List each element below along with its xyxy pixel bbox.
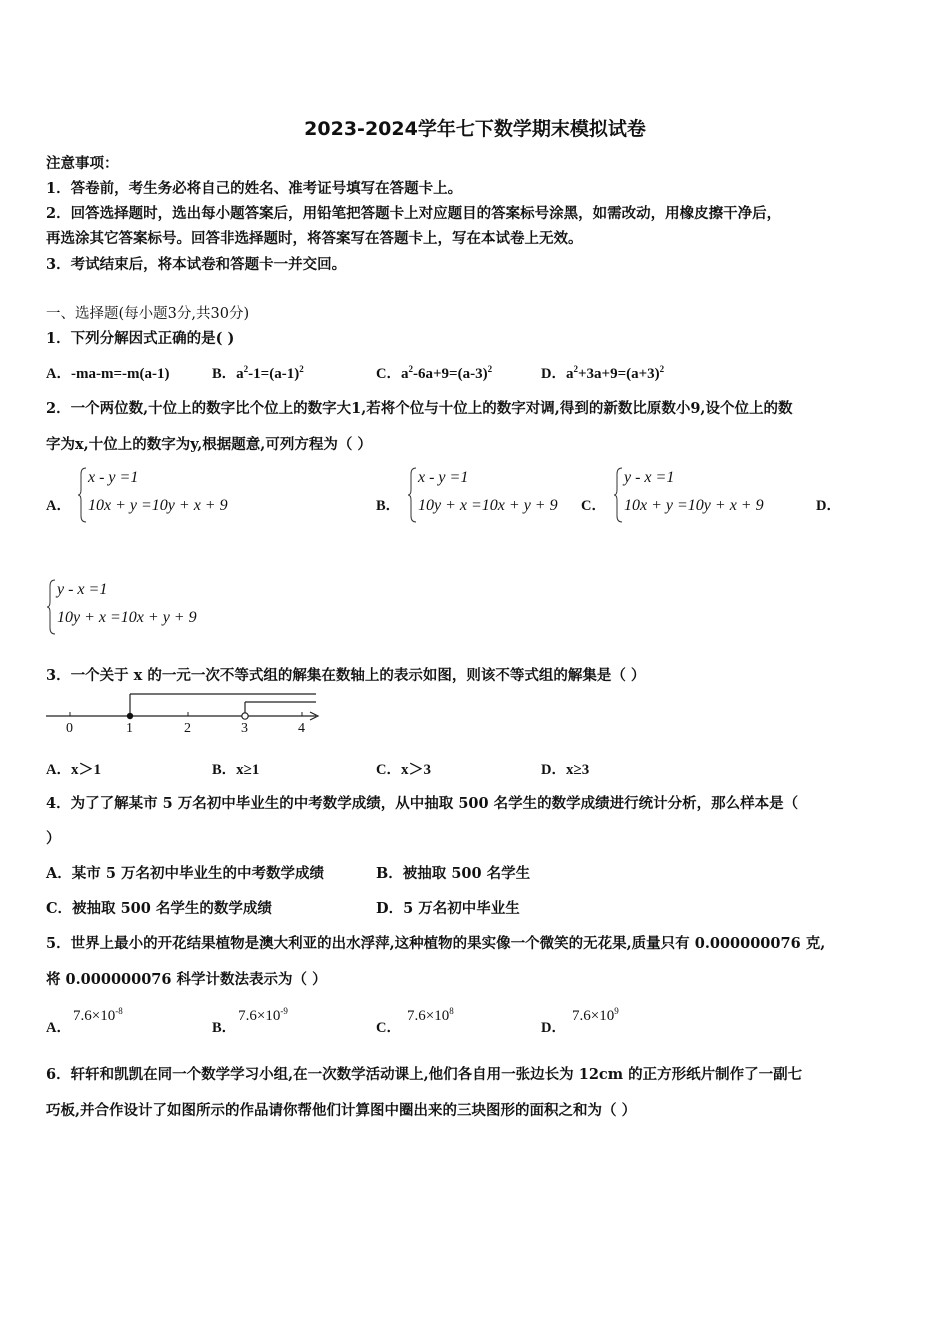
- notice-item: 2．回答选择题时，选出每小题答案后，用铅笔把答题卡上对应题目的答案标号涂黑，如需改动，用橡皮擦干净后，: [46, 205, 782, 222]
- question-3-stem: 3．一个关于 x 的一元一次不等式组的解集在数轴上的表示如图，则该不等式组的解集是（ ）: [46, 667, 646, 684]
- q4-option-a[interactable]: A．某市 5 万名初中毕业生的中考数学成绩: [46, 865, 324, 882]
- q1-option-d[interactable]: D．$a^2+3a+9=(a+3)^2$: [541, 364, 665, 382]
- question-1-stem: 1．下列分解因式正确的是( ): [46, 330, 235, 347]
- question-2-stem-cont: 字为x,十位上的数字为y,根据题意,可列方程为（ ）: [46, 436, 372, 453]
- page-title: 2023-2024学年七下数学期末模拟试卷: [304, 118, 646, 140]
- section-heading: 一、选择题(每小题3分,共30分): [46, 306, 250, 322]
- brace-icon: [47, 578, 57, 636]
- tick-label: 3: [241, 721, 248, 736]
- q2-option-a-label[interactable]: A．: [46, 498, 71, 514]
- tick-label: 1: [126, 721, 133, 736]
- question-6-stem-cont: 巧板,并合作设计了如图所示的作品请你帮他们计算图中圈出来的三块图形的面积之和为（ ）: [46, 1102, 637, 1119]
- q3-option-c[interactable]: C．x＞3: [376, 762, 431, 778]
- q5-option-b[interactable]: B．$7.6\times 10^{-9}$: [212, 1006, 288, 1036]
- notice-item: 3．考试结束后，将本试卷和答题卡一并交回。: [46, 256, 347, 273]
- notice-item: 1．答卷前，考生务必将自己的姓名、准考证号填写在答题卡上。: [46, 180, 463, 197]
- q3-option-b[interactable]: B．x≥1: [212, 762, 260, 778]
- q3-option-d[interactable]: D．x≥3: [541, 762, 590, 778]
- q2-option-b-label[interactable]: B．: [376, 498, 401, 514]
- question-5-stem-cont: 将 0.000000076 科学计数法表示为（ ）: [46, 971, 327, 988]
- q4-option-b[interactable]: B．被抽取 500 名学生: [376, 865, 531, 882]
- q4-option-d[interactable]: D．5 万名初中毕业生: [376, 900, 520, 917]
- q2-option-d-label[interactable]: D．: [816, 498, 841, 514]
- tick-label: 2: [184, 721, 191, 736]
- tick-label: 0: [66, 721, 73, 736]
- q5-option-a[interactable]: A．$7.6\times 10^{-8}$: [46, 1006, 123, 1036]
- question-4-stem: 4．为了了解某市 5 万名初中毕业生的中考数学成绩，从中抽取 500 名学生的数学成绩进行统计分析，那么样本是（: [46, 795, 799, 812]
- q5-option-d[interactable]: D．$7.6\times 10^9$: [541, 1006, 619, 1036]
- q1-option-a[interactable]: A．-ma-m=-m(a-1): [46, 366, 170, 382]
- notice-item: 再选涂其它答案标号。回答非选择题时，将答案写在答题卡上，写在本试卷上无效。: [46, 230, 583, 247]
- brace-icon: [408, 466, 418, 524]
- q3-option-a[interactable]: A．x＞1: [46, 762, 101, 778]
- q1-option-b[interactable]: B．$a^2-1=(a-1)^2$: [212, 364, 304, 382]
- q4-option-c[interactable]: C．被抽取 500 名学生的数学成绩: [46, 900, 272, 917]
- number-line-figure: [44, 692, 334, 744]
- brace-icon: [78, 466, 88, 524]
- question-5-stem: 5．世界上最小的开花结果植物是澳大利亚的出水浮萍,这种植物的果实像一个微笑的无花果,质量只有 0.000000076 克,: [46, 935, 826, 952]
- brace-icon: [614, 466, 624, 524]
- q1-option-c[interactable]: C．$a^2-6a+9=(a-3)^2$: [376, 364, 493, 382]
- q5-option-c[interactable]: C．$7.6\times 10^8$: [376, 1006, 454, 1036]
- question-6-stem: 6．轩轩和凯凯在同一个数学学习小组,在一次数学活动课上,他们各自用一张边长为 12cm 的正方形纸片制作了一副七: [46, 1066, 803, 1083]
- notice-heading: 注意事项：: [46, 155, 119, 172]
- question-4-stem-cont: ）: [46, 830, 61, 847]
- question-2-stem: 2．一个两位数,十位上的数字比个位上的数字大1,若将个位与十位上的数字对调,得到的新数比原数小9,设个位上的数: [46, 400, 793, 417]
- tick-label: 4: [298, 721, 305, 736]
- q2-option-c-label[interactable]: C．: [581, 498, 606, 514]
